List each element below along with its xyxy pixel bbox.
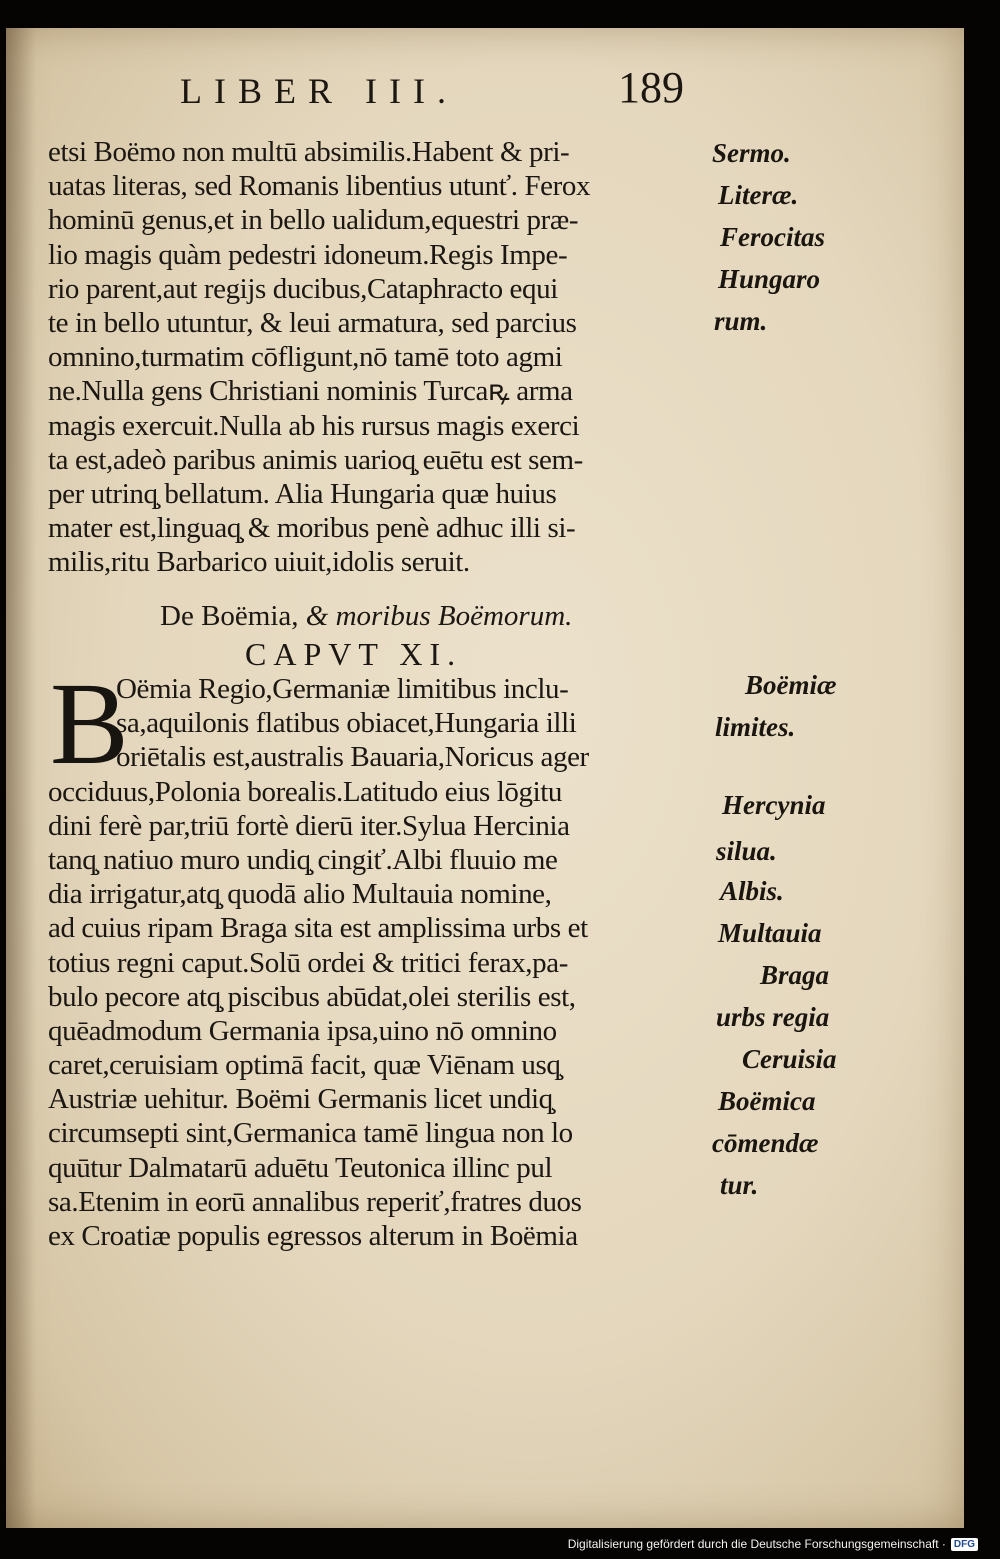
dfg-logo: DFG — [951, 1538, 978, 1551]
marginal-note: Hercynia — [722, 790, 826, 820]
marginal-note: Boëmiæ — [745, 670, 837, 700]
text-line: caret,ceruisiam optimā facit, quæ Viēnam usq̧ — [48, 1049, 561, 1082]
marginal-note: Ceruisia — [742, 1044, 837, 1074]
text-line: bulo pecore atq̧ piscibus abūdat,olei sterilis est, — [48, 980, 576, 1013]
marginal-note: Hungaro — [718, 264, 821, 294]
text-line: ta est,adeò paribus animis uarioq̧ euētu est sem- — [48, 443, 583, 476]
marginal-note: Albis. — [720, 876, 784, 906]
marginal-note: Sermo. — [712, 138, 791, 168]
marginal-note: cōmendæ — [712, 1128, 819, 1158]
running-head-title: LIBER III. — [180, 71, 458, 111]
text-line: ex Croatiæ populis egressos alterum in Boëmia — [48, 1220, 578, 1252]
text-line: rio parent,aut regijs ducibus,Cataphracto equi — [48, 272, 558, 305]
text-line: mater est,linguaq̧ & moribus penè adhuc illi si- — [48, 512, 576, 545]
marginal-note: Boëmica — [718, 1086, 816, 1116]
text-line: occiduus,Polonia borealis.Latitudo eius lōgitu — [48, 775, 562, 808]
body-text-top — [48, 135, 708, 579]
digitization-credit — [568, 1537, 978, 1551]
text-line: hominū genus,et in bello ualidum,equestri præ- — [48, 204, 579, 237]
marginal-note: silua. — [716, 836, 777, 866]
text-line: milis,ritu Barbarico uiuit,idolis seruit. — [48, 546, 470, 579]
text-line: per utrinq̧ bellatum. Alia Hungaria quæ huius — [48, 477, 557, 510]
text-line: sa.Etenim in eorū annalibus reperiť,fratres duos — [48, 1185, 582, 1218]
credit-text: Digitalisierung gefördert durch die Deutsche Forschungsgemeinschaft · — [567, 1537, 946, 1551]
marginal-note: Literæ. — [718, 180, 799, 210]
text-line: quūtur Dalmatarū aduētu Teutonica illinc pul — [48, 1151, 553, 1184]
text-line: totius regni caput.Solū ordei & tritici ferax,pa- — [48, 946, 568, 979]
text-line: ne.Nulla gens Christiani nominis Turcaꝶ arma — [48, 375, 573, 408]
marginal-note: Braga — [760, 960, 830, 990]
marginal-note: limites. — [715, 712, 796, 742]
drop-cap: B — [50, 658, 129, 789]
marginal-note: Ferocitas — [720, 222, 825, 252]
text-line: quēadmodum Germania ipsa,uino nō omnino — [48, 1014, 557, 1047]
chapter-number: CAPVT XI. — [245, 636, 463, 672]
text-line: circumsepti sint,Germanica tamē lingua non lo — [48, 1117, 573, 1150]
text-line: dini ferè par,triū fortè dierū iter.Sylua Hercinia — [48, 809, 570, 842]
chapter-title — [160, 600, 572, 633]
text-line: uatas literas, sed Romanis libentius utunť. Ferox — [48, 170, 591, 203]
marginal-note: rum. — [714, 306, 768, 336]
text-line: oriētalis est,australis Bauaria,Noricus ager — [116, 741, 589, 774]
text-line: sa,aquilonis flatibus obiacet,Hungaria illi — [116, 707, 577, 740]
text-line: etsi Boëmo non multū absimilis.Habent & pri- — [48, 136, 570, 168]
page-number: 189 — [618, 63, 684, 112]
text-line: omnino,turmatim cōfligunt,nō tamē toto agmi — [48, 341, 563, 374]
text-line: magis exercuit.Nulla ab his rursus magis exerci — [48, 409, 580, 442]
marginal-note: tur. — [720, 1170, 759, 1200]
text-line: tanq̧ natiuo muro undiq̧ cingiť.Albi fluuio me — [48, 843, 558, 876]
chapter-title-italic: & moribus Boëmorum. — [305, 600, 573, 632]
text-line: ad cuius ripam Braga sita est amplissima urbs et — [48, 912, 588, 945]
running-head — [170, 62, 710, 112]
chapter-title-roman: De Boëmia, — [160, 600, 299, 632]
gutter-shadow — [6, 28, 36, 1528]
marginal-note: Multauia — [718, 918, 822, 948]
text-line: Austriæ uehitur. Boëmi Germanis licet undiq̧ — [48, 1083, 553, 1116]
body-text-chapter — [48, 658, 708, 1253]
marginal-note: urbs regia — [716, 1002, 830, 1032]
text-line: Oëmia Regio,Germaniæ limitibus inclu- — [116, 673, 569, 705]
text-line: lio magis quàm pedestri idoneum.Regis Impe- — [48, 238, 568, 271]
text-line: dia irrigatur,atq̧ quodā alio Multauia nomine, — [48, 878, 552, 911]
text-line: te in bello utuntur, & leui armatura, sed parcius — [48, 306, 577, 339]
